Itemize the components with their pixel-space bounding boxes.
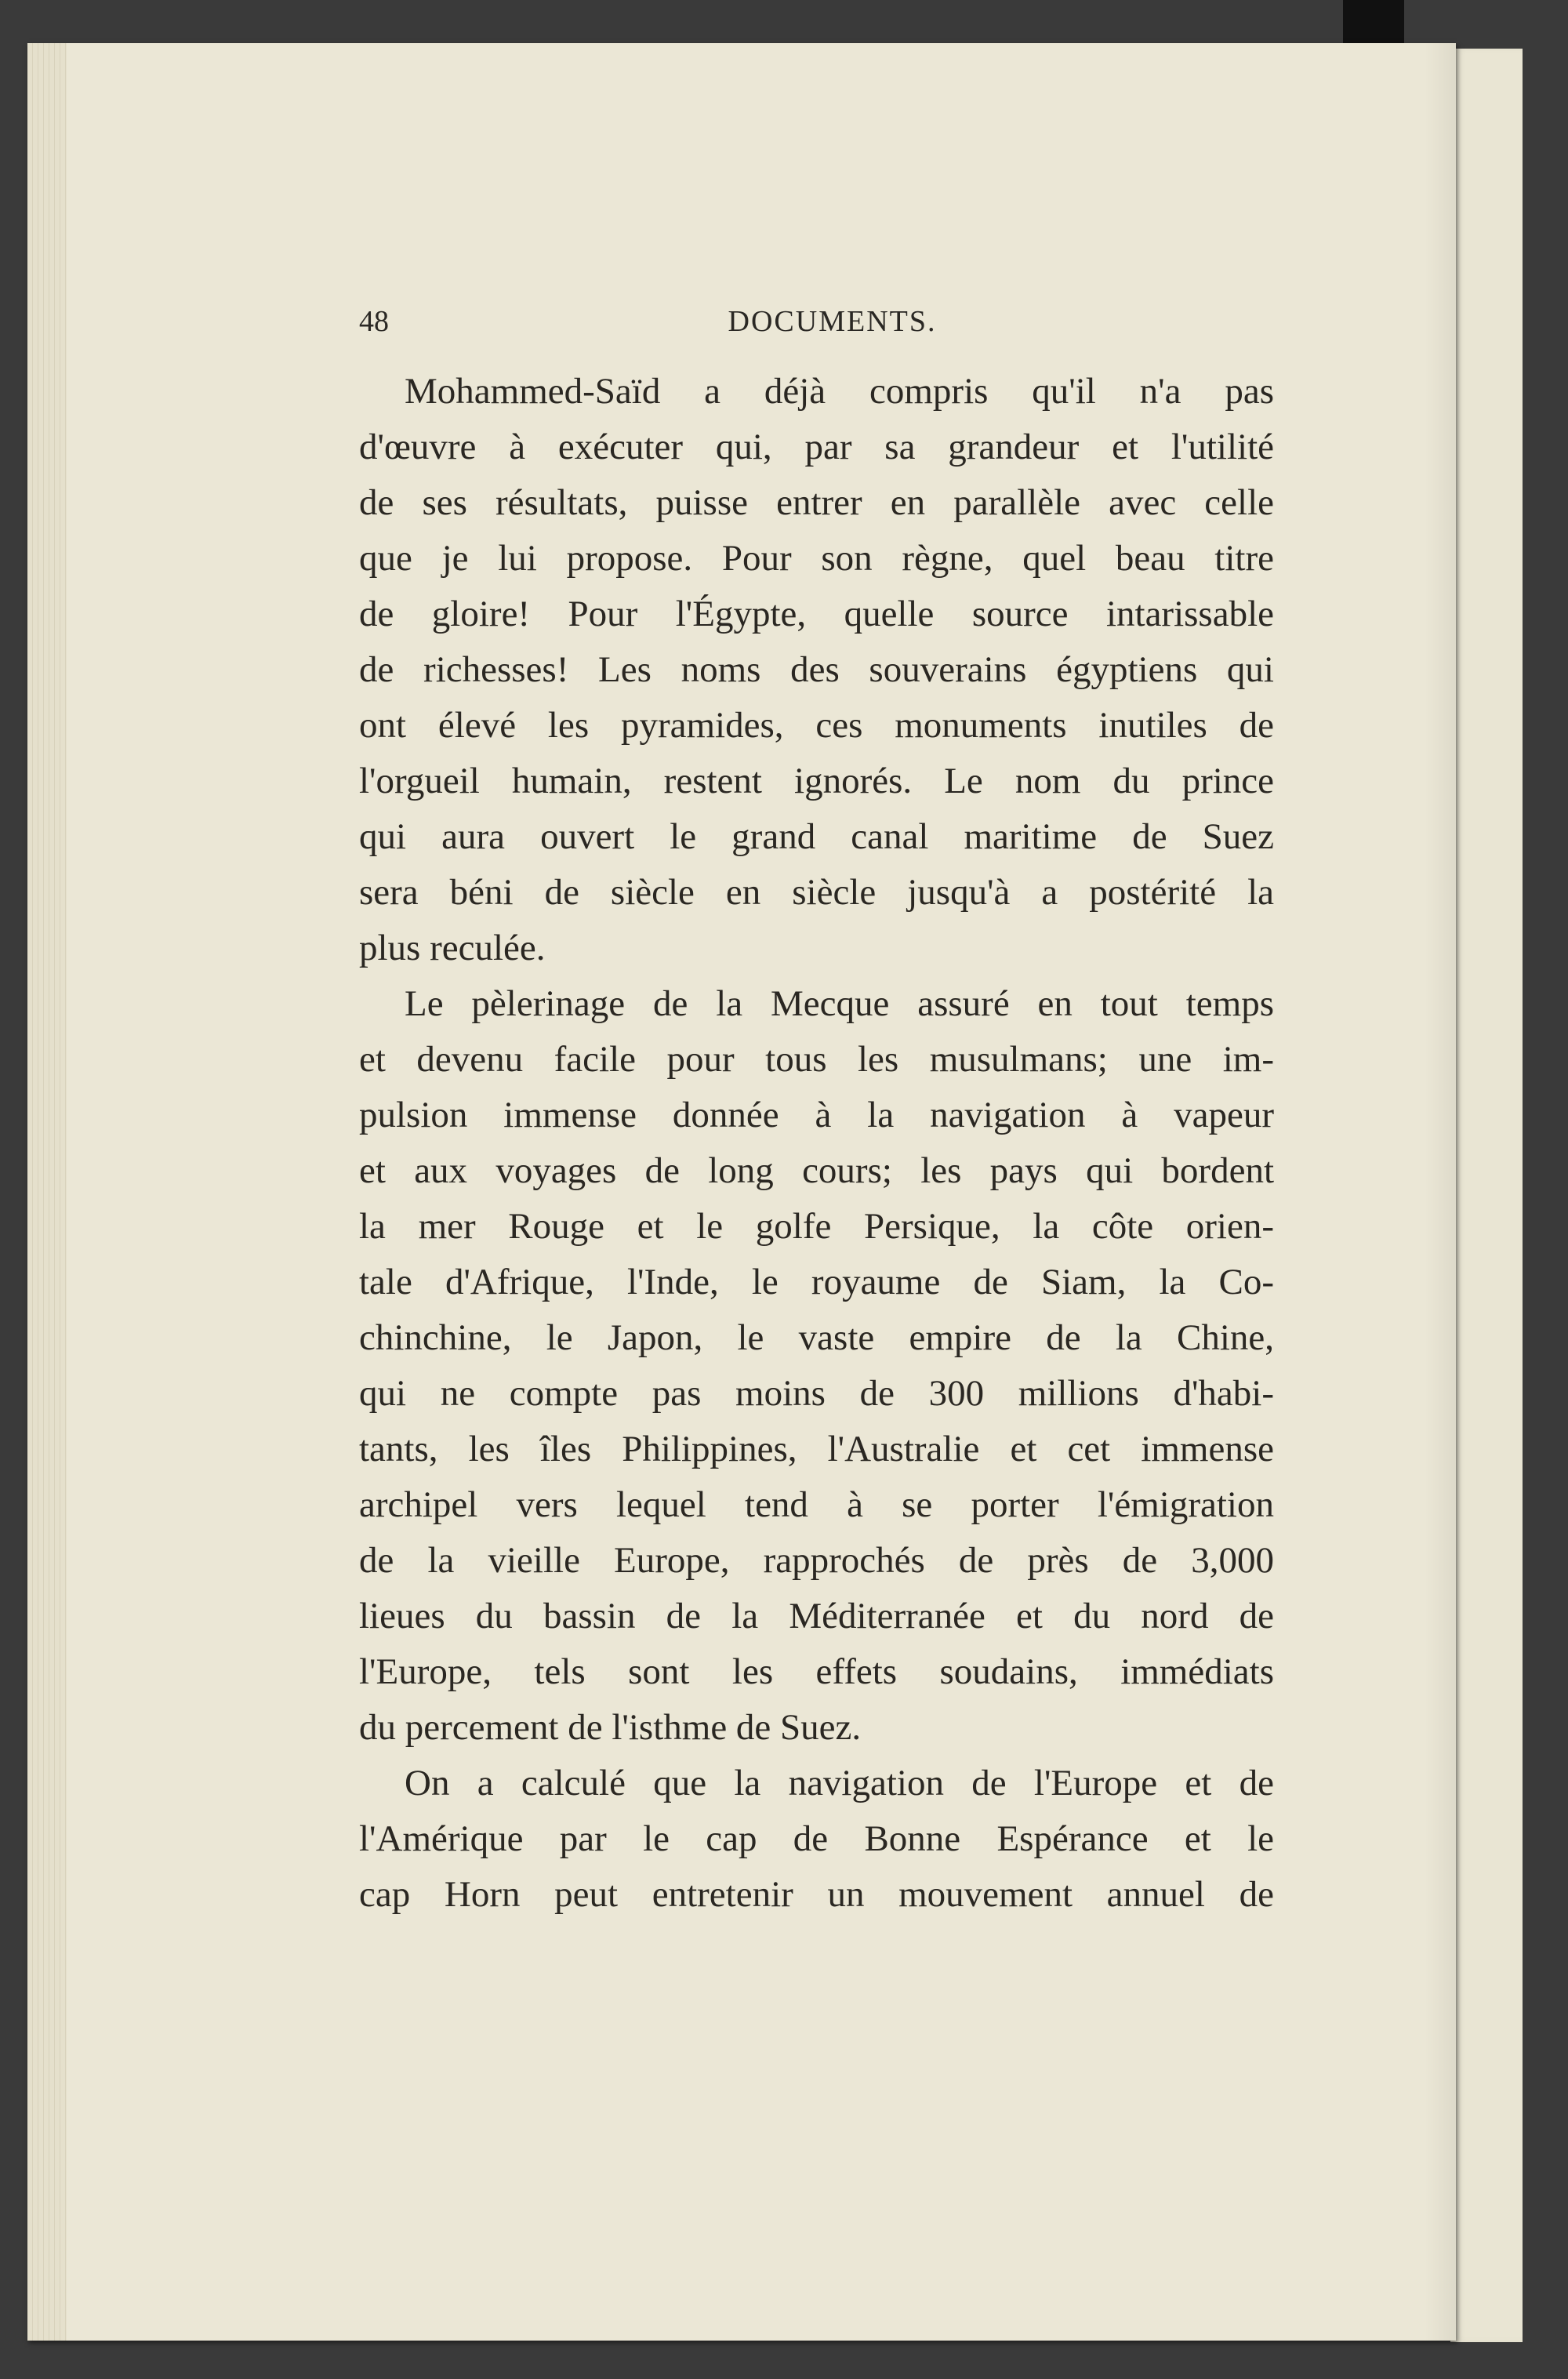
text-line: pulsion immense donnée à la navigation à vapeur	[359, 1095, 1274, 1135]
text-line: de richesses! Les noms des souverains égyptiens qui	[359, 649, 1274, 690]
text-line: l'Amérique par le cap de Bonne Espérance et le	[359, 1818, 1274, 1859]
text-line: de ses résultats, puisse entrer en parallèle avec celle	[359, 482, 1274, 523]
gutter-shadow	[1425, 43, 1456, 2341]
text-line: On a calculé que la navigation de l'Europe et de	[405, 1763, 1274, 1803]
text-line: plus reculée.	[359, 928, 546, 968]
page-header	[359, 294, 1274, 350]
text-line: qui aura ouvert le grand canal maritime de Suez	[359, 816, 1274, 857]
text-line: archipel vers lequel tend à se porter l'émigration	[359, 1484, 1274, 1525]
text-line: l'orgueil humain, restent ignorés. Le nom du prince	[359, 761, 1274, 801]
body-text	[359, 364, 1274, 1923]
text-line: tants, les îles Philippines, l'Australie et cet immense	[359, 1429, 1274, 1469]
text-line: qui ne compte pas moins de 300 millions d'habi-	[359, 1373, 1274, 1414]
text-line: lieues du bassin de la Méditerranée et du nord de	[359, 1596, 1274, 1636]
page-edges	[27, 43, 67, 2341]
text-line: d'œuvre à exécuter qui, par sa grandeur et l'utilité	[359, 427, 1274, 467]
text-line: que je lui propose. Pour son règne, quel beau titre	[359, 538, 1274, 579]
text-line: chinchine, le Japon, le vaste empire de la Chine,	[359, 1317, 1274, 1358]
text-line: tale d'Afrique, l'Inde, le royaume de Siam, la Co-	[359, 1262, 1274, 1302]
text-line: cap Horn peut entretenir un mouvement annuel de	[359, 1874, 1274, 1915]
text-line: du percement de l'isthme de Suez.	[359, 1707, 862, 1748]
text-line: l'Europe, tels sont les effets soudains, immédiats	[359, 1651, 1274, 1692]
page-number: 48	[359, 305, 389, 338]
text-line: de gloire! Pour l'Égypte, quelle source intarissable	[359, 594, 1274, 634]
text-line: de la vieille Europe, rapprochés de près de 3,000	[359, 1540, 1274, 1581]
text-line: sera béni de siècle en siècle jusqu'à a postérité la	[359, 872, 1274, 913]
text-line: et devenu facile pour tous les musulmans; une im-	[359, 1039, 1274, 1080]
text-line: ont élevé les pyramides, ces monuments inutiles de	[359, 705, 1274, 746]
scanner-black-bar	[1343, 0, 1404, 45]
text-line: Le pèlerinage de la Mecque assuré en tout temps	[405, 983, 1274, 1024]
text-line: Mohammed-Saïd a déjà compris qu'il n'a pas	[405, 371, 1274, 412]
text-line: et aux voyages de long cours; les pays qui bordent	[359, 1150, 1274, 1191]
text-line: la mer Rouge et le golfe Persique, la côte orien-	[359, 1206, 1274, 1247]
running-head: DOCUMENTS.	[728, 305, 937, 338]
next-page-edge	[1450, 49, 1523, 2342]
